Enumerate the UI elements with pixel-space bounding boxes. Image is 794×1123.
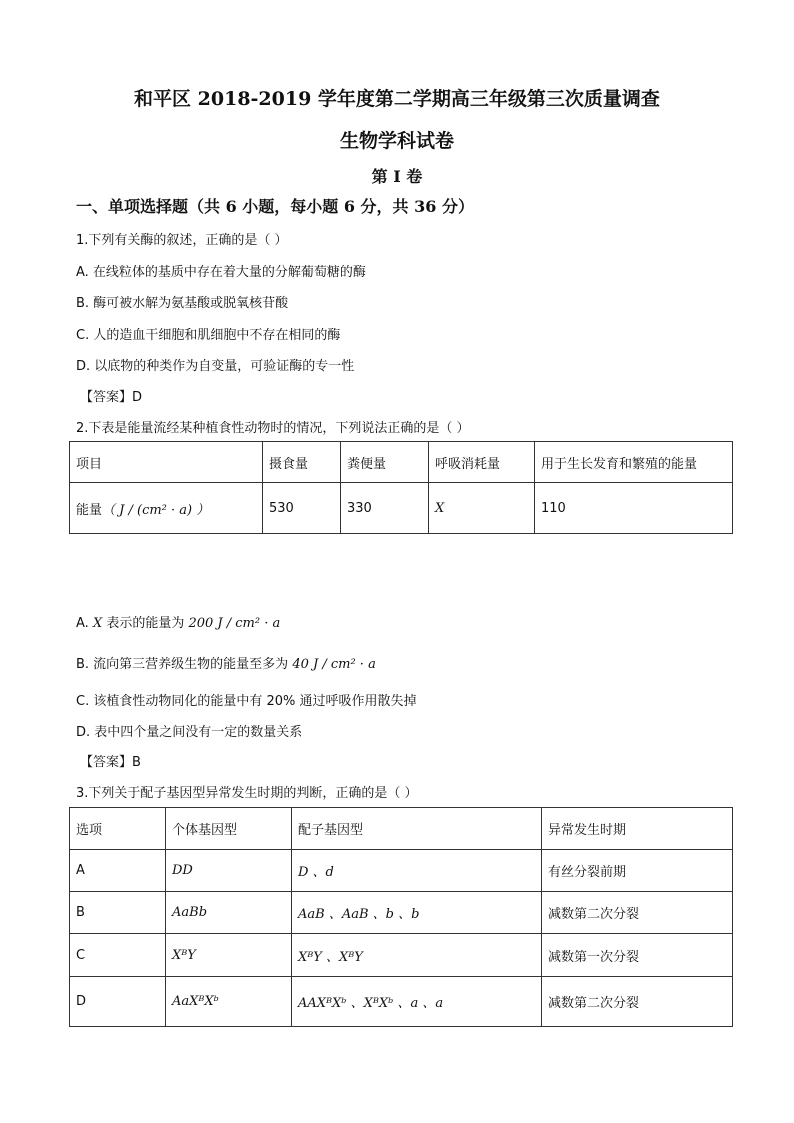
answer-label: 【答案】: [80, 755, 133, 770]
table-cell: C: [70, 934, 166, 977]
table-header-cell: 选项: [70, 808, 166, 850]
table-row: [70, 850, 733, 892]
table-cell: X: [429, 483, 535, 534]
q2-option-c: C. 该植食性动物同化的能量中有 20% 通过呼吸作用散失掉: [76, 694, 417, 709]
answer-value: D: [132, 390, 143, 405]
table-header-row: [70, 442, 733, 483]
subject-title: 生物学科试卷: [339, 130, 454, 152]
option-text: 表示的能量为: [102, 616, 189, 631]
table-header-cell: 粪便量: [341, 442, 429, 483]
table-cell: AaXᴮXᵇ: [166, 977, 292, 1027]
q1-option-d: D. 以底物的种类作为自变量，可验证酶的专一性: [76, 359, 355, 374]
table-cell: D: [70, 977, 166, 1027]
q1-option-c: C. 人的造血干细胞和肌细胞中不存在相同的酶: [76, 328, 341, 343]
section-heading: 一、单项选择题（共 6 小题，每小题 6 分，共 36 分）: [76, 197, 474, 216]
option-prefix: A.: [76, 616, 93, 631]
table-row: [70, 977, 733, 1027]
option-math-value: 200 J / cm² · a: [188, 616, 281, 631]
table-cell: 530: [263, 483, 341, 534]
table-cell: AaBb: [166, 892, 292, 934]
option-prefix: B. 流向第三营养级生物的能量至多为: [76, 657, 293, 672]
table-cell: XᴮY: [166, 934, 292, 977]
table-header-cell: 呼吸消耗量: [429, 442, 535, 483]
option-math: X: [92, 616, 103, 631]
q2-option-a: [76, 612, 280, 631]
exam-title: 和平区 2018-2019 学年度第二学期高三年级第三次质量调查: [134, 88, 660, 110]
table-header-cell: 用于生长发育和繁殖的能量: [535, 442, 733, 483]
table-cell: 110: [535, 483, 733, 534]
q1-answer: [80, 386, 142, 405]
table-cell: DD: [166, 850, 292, 892]
row-label: 能量: [76, 502, 103, 518]
q2-answer: [80, 751, 141, 770]
table-row: [70, 934, 733, 977]
table-cell: 减数第二次分裂: [542, 977, 733, 1027]
table-cell: 有丝分裂前期: [542, 850, 733, 892]
table-cell: AAXᴮXᵇ 、XᴮXᵇ 、a 、a: [292, 977, 542, 1027]
table-cell: [70, 483, 263, 534]
table-cell: AaB 、AaB 、b 、b: [292, 892, 542, 934]
table-header-cell: 异常发生时期: [542, 808, 733, 850]
table-header-cell: 个体基因型: [166, 808, 292, 850]
table-cell: D 、d: [292, 850, 542, 892]
volume-label: 第 I 卷: [371, 167, 423, 186]
table-row: [70, 483, 733, 534]
table-cell: A: [70, 850, 166, 892]
table-header-cell: 摄食量: [263, 442, 341, 483]
table-cell: XᴮY 、XᴮY: [292, 934, 542, 977]
row-unit: （ J / (cm² · a) ）: [102, 502, 210, 518]
table-cell: 减数第二次分裂: [542, 892, 733, 934]
table-cell: B: [70, 892, 166, 934]
answer-label: 【答案】: [80, 390, 133, 405]
table-cell: 330: [341, 483, 429, 534]
q1-option-b: B. 酶可被水解为氨基酸或脱氧核苷酸: [76, 296, 289, 311]
table-header-row: [70, 808, 733, 850]
q2-option-b: [76, 653, 376, 672]
q2-energy-table: [69, 441, 733, 534]
q1-option-a: A. 在线粒体的基质中存在着大量的分解葡萄糖的酶: [76, 265, 366, 280]
q1-stem: 1.下列有关酶的叙述，正确的是（ ）: [76, 233, 288, 248]
table-row: [70, 892, 733, 934]
q2-option-d: D. 表中四个量之间没有一定的数量关系: [76, 725, 303, 740]
table-cell: 减数第一次分裂: [542, 934, 733, 977]
table-header-cell: 配子基因型: [292, 808, 542, 850]
q2-stem: 2.下表是能量流经某种植食性动物时的情况，下列说法正确的是（ ）: [76, 421, 470, 436]
option-math: 40 J / cm² · a: [292, 657, 376, 672]
answer-value: B: [132, 755, 141, 770]
table-header-cell: 项目: [70, 442, 263, 483]
q3-gamete-table: [69, 807, 733, 1027]
q3-stem: 3.下列关于配子基因型异常发生时期的判断，正确的是（ ）: [76, 786, 418, 801]
